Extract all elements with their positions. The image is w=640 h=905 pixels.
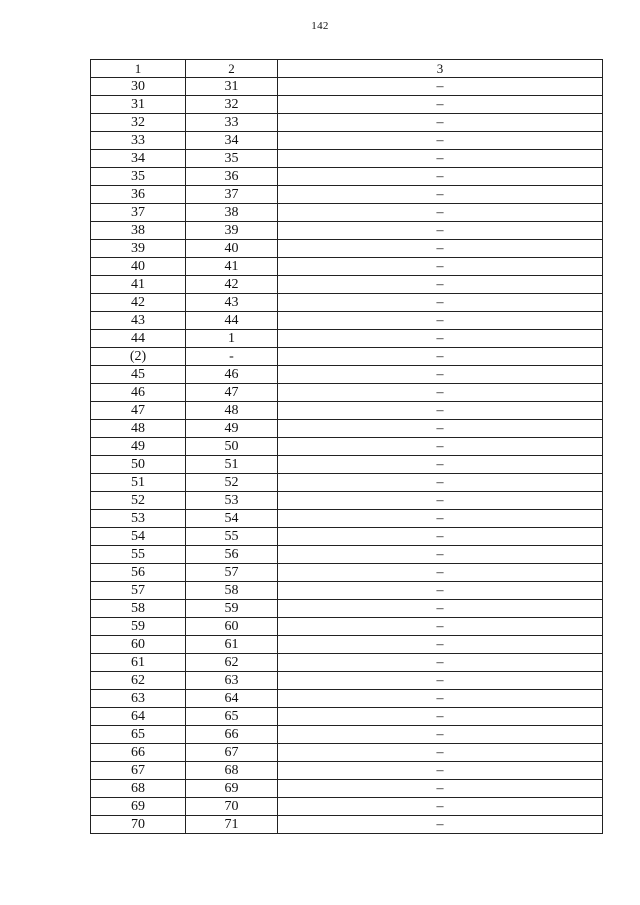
table-row [91, 564, 603, 582]
table-cell: 49 [91, 438, 186, 456]
table-row [91, 528, 603, 546]
table-row [91, 294, 603, 312]
table-cell: – [278, 726, 603, 744]
table-row [91, 258, 603, 276]
table-cell: 36 [91, 186, 186, 204]
table-row [91, 114, 603, 132]
table-cell: – [278, 582, 603, 600]
table-cell: 66 [186, 726, 278, 744]
table-row [91, 474, 603, 492]
table-cell: 30 [91, 78, 186, 96]
table-cell: – [278, 276, 603, 294]
mapping-table [90, 59, 603, 834]
table-cell: 52 [91, 492, 186, 510]
table-cell: 53 [91, 510, 186, 528]
table-header [91, 60, 603, 78]
table-cell: 58 [91, 600, 186, 618]
table-cell: 54 [91, 528, 186, 546]
table-cell: – [278, 348, 603, 366]
table-cell: 44 [186, 312, 278, 330]
table-cell: 37 [186, 186, 278, 204]
table-cell: – [278, 474, 603, 492]
table-cell: 44 [91, 330, 186, 348]
table-cell: – [278, 510, 603, 528]
table-cell: 32 [186, 96, 278, 114]
table-cell: 39 [91, 240, 186, 258]
table-cell: 70 [186, 798, 278, 816]
table-cell: – [278, 366, 603, 384]
table-row [91, 168, 603, 186]
table-row [91, 456, 603, 474]
table-cell: – [278, 204, 603, 222]
table-cell: 37 [91, 204, 186, 222]
table-row [91, 636, 603, 654]
table-row [91, 420, 603, 438]
table-cell: 68 [91, 780, 186, 798]
table-cell: 71 [186, 816, 278, 834]
table-cell: 59 [186, 600, 278, 618]
table-cell: 64 [186, 690, 278, 708]
table-cell: – [278, 780, 603, 798]
table-cell: 34 [91, 150, 186, 168]
table-row [91, 132, 603, 150]
table-cell: – [278, 222, 603, 240]
table-cell: 35 [186, 150, 278, 168]
table-cell: 69 [186, 780, 278, 798]
table-cell: 60 [186, 618, 278, 636]
table-cell: – [278, 762, 603, 780]
table-cell: 67 [186, 744, 278, 762]
table-cell: 38 [91, 222, 186, 240]
table-cell: – [278, 456, 603, 474]
table-cell: – [278, 600, 603, 618]
table-cell: 39 [186, 222, 278, 240]
table-cell: 65 [186, 708, 278, 726]
table-row [91, 222, 603, 240]
table-cell: 50 [91, 456, 186, 474]
table-cell: 70 [91, 816, 186, 834]
table-row [91, 150, 603, 168]
table-cell: 35 [91, 168, 186, 186]
table-cell: 55 [91, 546, 186, 564]
table-cell: – [278, 564, 603, 582]
table-cell: 64 [91, 708, 186, 726]
table-cell: 66 [91, 744, 186, 762]
table-cell: 47 [91, 402, 186, 420]
table-cell: – [278, 258, 603, 276]
table-cell: 61 [186, 636, 278, 654]
table-cell: 42 [186, 276, 278, 294]
table-cell: – [278, 672, 603, 690]
table-cell: – [278, 114, 603, 132]
table-row [91, 312, 603, 330]
table-cell: – [278, 492, 603, 510]
table-row [91, 510, 603, 528]
table-cell: 62 [91, 672, 186, 690]
table-cell: 61 [91, 654, 186, 672]
table-cell: – [278, 96, 603, 114]
table-cell: 63 [91, 690, 186, 708]
table-row [91, 402, 603, 420]
table-row [91, 240, 603, 258]
table-cell: – [278, 708, 603, 726]
table-row [91, 348, 603, 366]
table-cell: – [278, 240, 603, 258]
table-cell: – [278, 798, 603, 816]
table-cell: – [278, 186, 603, 204]
table-cell: 48 [91, 420, 186, 438]
table-cell: 32 [91, 114, 186, 132]
table-cell: 42 [91, 294, 186, 312]
table-cell: – [278, 384, 603, 402]
table-cell: 69 [91, 798, 186, 816]
table-cell: – [278, 438, 603, 456]
table-cell: 41 [186, 258, 278, 276]
table-row [91, 816, 603, 834]
table-row [91, 780, 603, 798]
table-cell: 46 [91, 384, 186, 402]
table-cell: 36 [186, 168, 278, 186]
table-cell: 33 [186, 114, 278, 132]
table-row [91, 96, 603, 114]
table-cell: 45 [91, 366, 186, 384]
table-row [91, 492, 603, 510]
table-row [91, 600, 603, 618]
table-cell: 1 [186, 330, 278, 348]
table-cell: 34 [186, 132, 278, 150]
table-row [91, 726, 603, 744]
table-cell: 31 [91, 96, 186, 114]
table-cell: – [278, 294, 603, 312]
table-row [91, 330, 603, 348]
table-cell: – [278, 744, 603, 762]
table-row [91, 78, 603, 96]
table-cell: 49 [186, 420, 278, 438]
table-row [91, 582, 603, 600]
table-row [91, 762, 603, 780]
table-cell: – [278, 528, 603, 546]
table-cell: – [278, 150, 603, 168]
table-cell: 55 [186, 528, 278, 546]
table-cell: 46 [186, 366, 278, 384]
table-cell: – [278, 312, 603, 330]
table-cell: – [278, 402, 603, 420]
table-cell: 33 [91, 132, 186, 150]
table-cell: – [278, 816, 603, 834]
table-body [91, 78, 603, 834]
table-cell: – [278, 690, 603, 708]
table-cell: 68 [186, 762, 278, 780]
table-cell: 63 [186, 672, 278, 690]
table-cell: 43 [91, 312, 186, 330]
table-cell: 47 [186, 384, 278, 402]
table-row [91, 438, 603, 456]
table-row [91, 204, 603, 222]
table-row [91, 186, 603, 204]
table-cell: 53 [186, 492, 278, 510]
table-row [91, 366, 603, 384]
table-row [91, 708, 603, 726]
table-row [91, 798, 603, 816]
column-header: 1 [91, 60, 186, 78]
table-cell: – [278, 546, 603, 564]
table-cell: – [278, 618, 603, 636]
table-row [91, 672, 603, 690]
table-cell: – [278, 330, 603, 348]
table-cell: 59 [91, 618, 186, 636]
table-row [91, 384, 603, 402]
table-cell: 58 [186, 582, 278, 600]
header-row [91, 60, 603, 78]
table-cell: (2) [91, 348, 186, 366]
table-cell: – [278, 654, 603, 672]
table-cell: – [278, 78, 603, 96]
table-cell: 67 [91, 762, 186, 780]
mapping-table-container [90, 59, 602, 834]
table-cell: – [278, 168, 603, 186]
table-cell: 40 [91, 258, 186, 276]
table-cell: 50 [186, 438, 278, 456]
table-cell: 52 [186, 474, 278, 492]
table-row [91, 618, 603, 636]
table-cell: 65 [91, 726, 186, 744]
table-row [91, 276, 603, 294]
table-row [91, 744, 603, 762]
table-row [91, 546, 603, 564]
column-header: 2 [186, 60, 278, 78]
table-cell: 41 [91, 276, 186, 294]
table-cell: 57 [91, 582, 186, 600]
table-cell: 43 [186, 294, 278, 312]
page-number: 142 [311, 20, 329, 32]
table-cell: – [278, 636, 603, 654]
table-cell: 38 [186, 204, 278, 222]
table-cell: 56 [91, 564, 186, 582]
table-cell: 51 [91, 474, 186, 492]
column-header: 3 [278, 60, 603, 78]
table-row [91, 690, 603, 708]
table-cell: – [278, 132, 603, 150]
table-cell: 57 [186, 564, 278, 582]
table-cell: 56 [186, 546, 278, 564]
table-row [91, 654, 603, 672]
table-cell: 62 [186, 654, 278, 672]
table-cell: 54 [186, 510, 278, 528]
table-cell: 40 [186, 240, 278, 258]
table-cell: 51 [186, 456, 278, 474]
table-cell: - [186, 348, 278, 366]
table-cell: 31 [186, 78, 278, 96]
table-cell: 60 [91, 636, 186, 654]
table-cell: 48 [186, 402, 278, 420]
table-cell: – [278, 420, 603, 438]
